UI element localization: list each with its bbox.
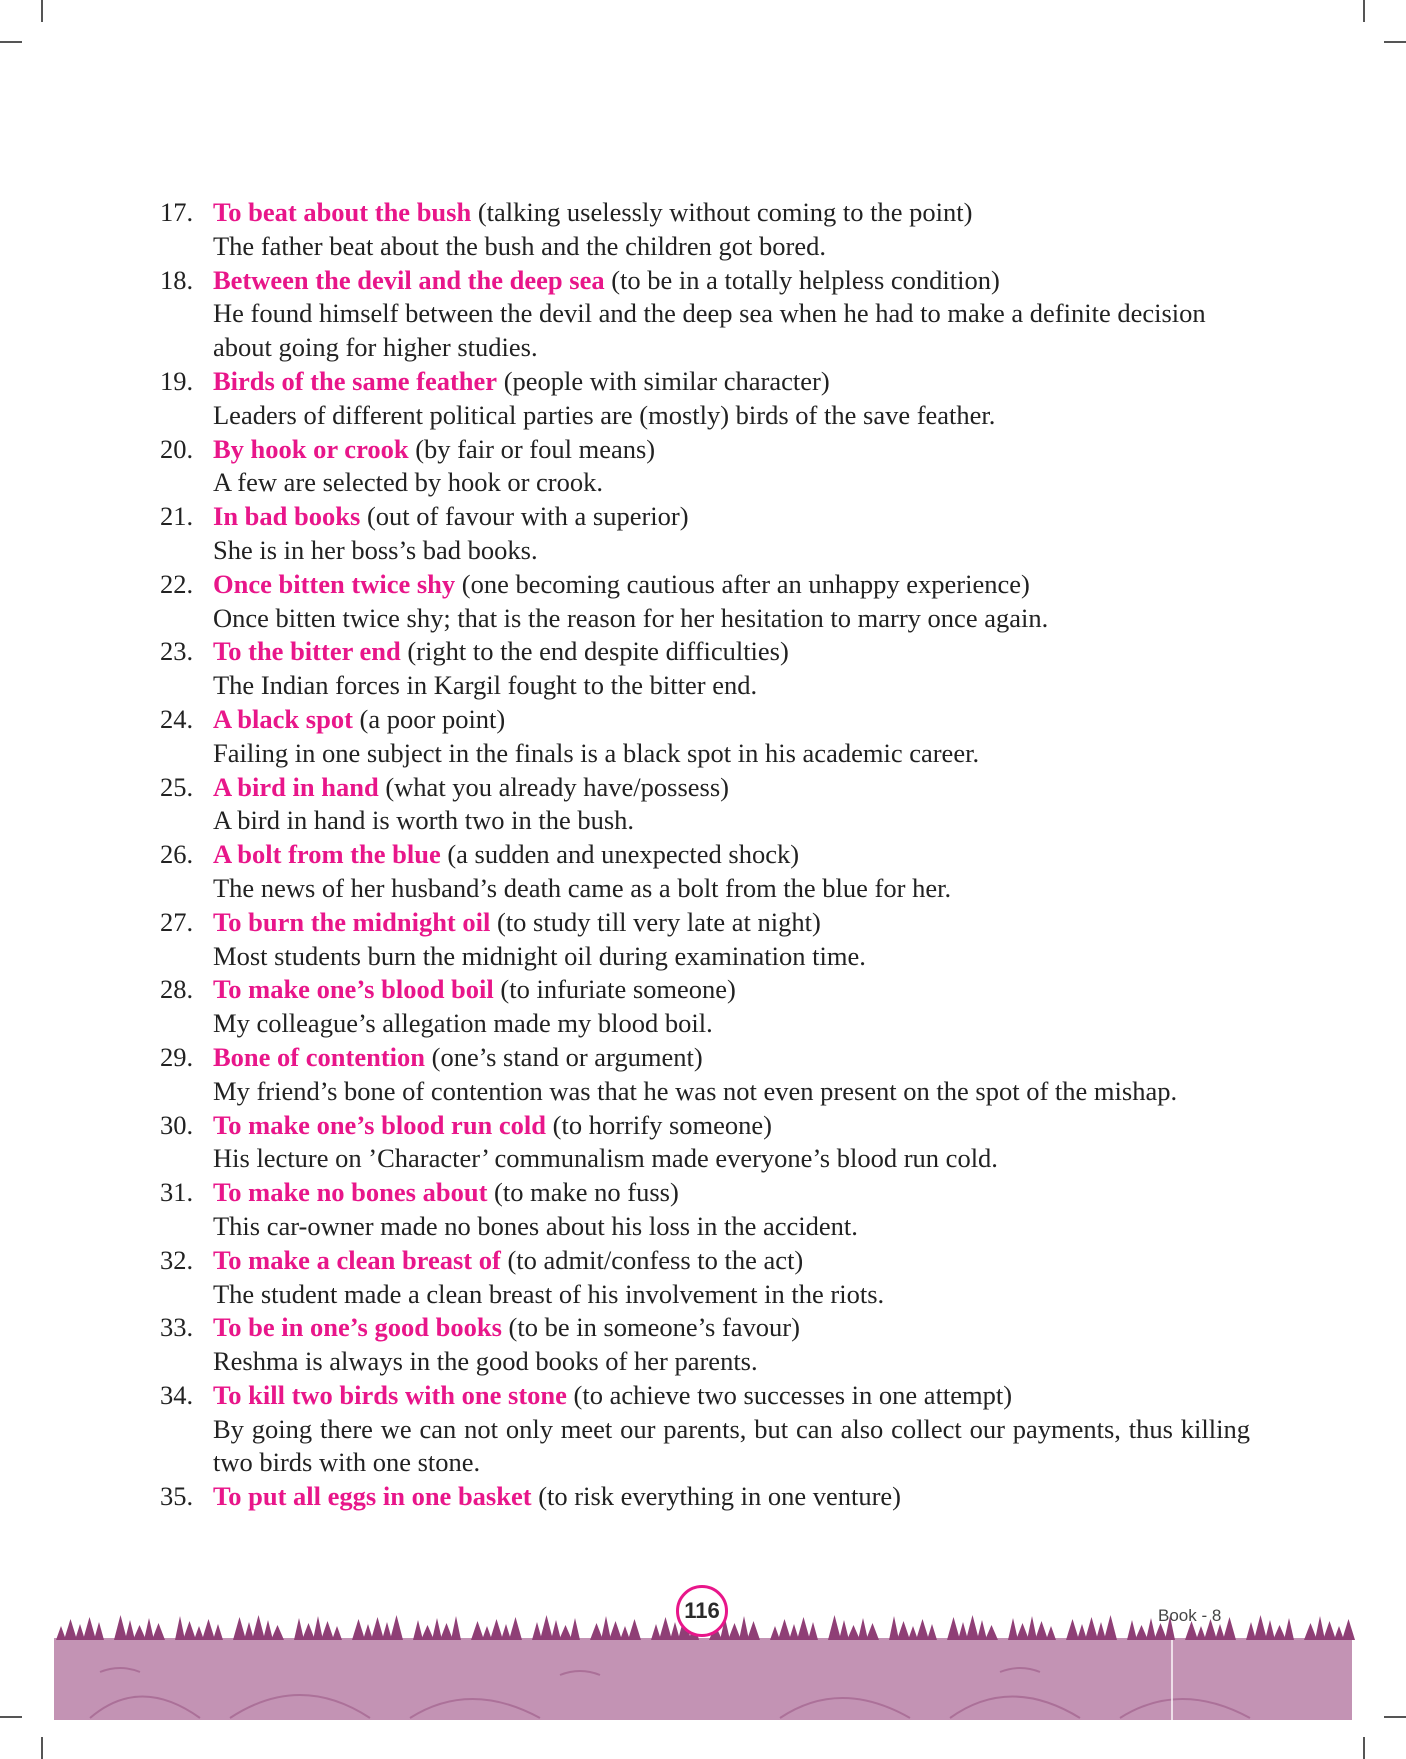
idiom-item (160, 635, 1250, 703)
tree-icon (728, 1623, 741, 1640)
idiom-number: 21. (160, 501, 194, 532)
tree-icon (609, 1621, 622, 1640)
idiom-example: The father beat about the bush and the children got bored. (213, 230, 826, 261)
tree-icon (1146, 1618, 1156, 1640)
idiom-example: She is in her boss’s bad books. (213, 534, 538, 565)
idiom-phrase: Bone of contention (213, 1041, 425, 1072)
idiom-meaning: (to achieve two successes in one attempt) (566, 1379, 1013, 1410)
idiom-item (160, 1480, 1250, 1514)
tree-icon (1215, 1624, 1225, 1640)
tree-icon (778, 1619, 791, 1640)
tree-icon (985, 1625, 998, 1640)
crop-mark (1384, 41, 1406, 43)
tree-icon (1273, 1625, 1286, 1640)
tree-icon (1066, 1619, 1079, 1640)
crop-mark (0, 41, 22, 43)
idiom-example: My colleague’s allegation made my blood boil. (213, 1008, 713, 1039)
tree-icon (1304, 1623, 1317, 1640)
idiom-number: 24. (160, 703, 194, 734)
idiom-example: A bird in hand is worth two in the bush. (213, 805, 635, 836)
tree-icon (509, 1617, 522, 1640)
tree-icon (64, 1619, 77, 1640)
idiom-example: His lecture on ’Character’ communalism made everyone’s blood run cold. (213, 1143, 998, 1174)
idiom-item (160, 838, 1250, 906)
tree-icon (432, 1618, 442, 1640)
tree-icon (352, 1619, 365, 1640)
tree-icon (847, 1625, 860, 1640)
idiom-example: Once bitten twice shy; that is the reason for her hesitation to marry once again. (213, 602, 1049, 633)
tree-icon (947, 1617, 960, 1640)
tree-icon (490, 1619, 503, 1640)
tree-icon (559, 1625, 572, 1640)
tree-icon (1323, 1621, 1336, 1640)
tree-icon (194, 1626, 204, 1640)
idiom-example: The news of her husband’s death came as a bolt from the blue for her. (213, 872, 952, 903)
idiom-number: 22. (160, 568, 194, 599)
tree-icon (83, 1617, 96, 1640)
tree-icon (390, 1615, 403, 1640)
tree-icon (202, 1619, 215, 1640)
idiom-example: Reshma is always in the good books of her parents. (213, 1346, 758, 1377)
tree-icon (1016, 1623, 1029, 1640)
idiom-meaning: (a sudden and unexpected shock) (440, 839, 800, 870)
idiom-meaning: (to be in a totally helpless condition) (604, 264, 1000, 295)
crop-mark (41, 0, 43, 22)
tree-icon (263, 1620, 273, 1640)
tree-icon (590, 1623, 603, 1640)
tree-icon (421, 1625, 434, 1640)
tree-icon (152, 1623, 165, 1640)
tree-icon (302, 1623, 315, 1640)
idiom-meaning: (to study till very late at night) (490, 906, 821, 937)
tree-icon (271, 1625, 284, 1640)
tree-icon (1135, 1625, 1148, 1640)
idiom-phrase: To make one’s blood boil (213, 974, 494, 1005)
tree-icon (144, 1618, 154, 1640)
idiom-example: A few are selected by hook or crook. (213, 467, 603, 498)
tree-icon (916, 1619, 929, 1640)
idiom-phrase: Birds of the same feather (213, 365, 498, 396)
tree-icon (651, 1624, 661, 1640)
tree-icon (532, 1622, 542, 1640)
idiom-example: This car-owner made no bones about his loss in the accident. (213, 1210, 858, 1241)
tree-icon (858, 1618, 868, 1640)
idiom-meaning: (people with similar character) (497, 365, 830, 396)
idiom-phrase: To kill two birds with one stone (213, 1379, 567, 1410)
idiom-meaning: (what you already have/possess) (378, 771, 730, 802)
idiom-list (160, 196, 1250, 1514)
idiom-phrase: Once bitten twice shy (213, 568, 456, 599)
idiom-meaning: (to admit/confess to the act) (500, 1244, 804, 1275)
tree-icon (94, 1622, 104, 1640)
tree-icon (183, 1621, 196, 1640)
tree-icon (1254, 1615, 1267, 1640)
idiom-phrase: To make a clean breast of (213, 1244, 501, 1275)
tree-icon (1035, 1621, 1048, 1640)
idiom-phrase: Between the devil and the deep sea (213, 264, 605, 295)
tree-icon (213, 1624, 223, 1640)
tree-icon (1342, 1619, 1355, 1640)
idiom-item (160, 264, 1250, 365)
idiom-example: The Indian forces in Kargil fought to the bitter end. (213, 670, 758, 701)
idiom-example: By going there we can not only meet our parents, but can also collect our payments, thus killing two birds with one stone. (213, 1413, 1250, 1478)
tree-icon (1027, 1616, 1037, 1640)
idiom-item (160, 703, 1250, 771)
tree-icon (125, 1620, 135, 1640)
idiom-number: 18. (160, 264, 194, 295)
idiom-meaning: (to infuriate someone) (493, 974, 736, 1005)
tree-icon (501, 1624, 511, 1640)
idiom-meaning: (right to the end despite difficulties) (400, 636, 789, 667)
tree-icon (321, 1621, 334, 1640)
idiom-phrase: To beat about the bush (213, 197, 472, 227)
tree-icon (1196, 1626, 1206, 1640)
tree-icon (808, 1622, 818, 1640)
idiom-number: 28. (160, 974, 194, 1005)
idiom-item (160, 1041, 1250, 1109)
idiom-number: 33. (160, 1312, 194, 1343)
tree-icon (1096, 1622, 1106, 1640)
tree-icon (451, 1616, 461, 1640)
tree-icon (570, 1618, 580, 1640)
idiom-number: 19. (160, 365, 194, 396)
tree-icon (551, 1620, 561, 1640)
tree-icon (601, 1616, 611, 1640)
tree-icon (1046, 1626, 1056, 1640)
idiom-item (160, 906, 1250, 974)
idiom-phrase: A black spot (213, 703, 353, 734)
tree-icon (797, 1617, 810, 1640)
idiom-number: 27. (160, 906, 194, 937)
tree-icon (540, 1615, 553, 1640)
tree-icon (1104, 1615, 1117, 1640)
idiom-number: 29. (160, 1041, 194, 1072)
idiom-item (160, 1176, 1250, 1244)
tree-icon (233, 1617, 246, 1640)
tree-icon (1008, 1618, 1018, 1640)
tree-icon (747, 1621, 760, 1640)
tree-icon (897, 1621, 910, 1640)
page-number-badge (676, 1585, 728, 1637)
tree-icon (133, 1625, 146, 1640)
idiom-meaning: (talking uselessly without coming to the point) (471, 197, 973, 227)
idiom-meaning: (to be in someone’s favour) (501, 1312, 800, 1343)
tree-icon (789, 1624, 799, 1640)
idiom-number: 32. (160, 1244, 194, 1275)
tree-icon (908, 1626, 918, 1640)
idiom-item (160, 1311, 1250, 1379)
idiom-meaning: (out of favour with a superior) (360, 501, 689, 532)
tree-icon (382, 1622, 392, 1640)
idiom-meaning: (by fair or foul means) (408, 433, 656, 464)
idiom-example: My friend’s bone of contention was that he was not even present on the spot of the mishap. (213, 1075, 1178, 1106)
idiom-item (160, 973, 1250, 1041)
idiom-example: He found himself between the devil and the deep sea when he had to make a definite decision about going for higher studies. (213, 298, 1206, 363)
idiom-item (160, 365, 1250, 433)
idiom-item (160, 771, 1250, 839)
tree-icon (927, 1624, 937, 1640)
tree-icon (628, 1619, 641, 1640)
idiom-item (160, 1379, 1250, 1480)
idiom-phrase: To make no bones about (213, 1177, 488, 1208)
tree-icon (977, 1620, 987, 1640)
tree-icon (371, 1617, 384, 1640)
idiom-meaning: (to risk everything in one venture) (531, 1481, 901, 1512)
idiom-example: Leaders of different political parties are (mostly) birds of the save feather. (213, 399, 996, 430)
tree-icon (363, 1624, 373, 1640)
idiom-number: 25. (160, 771, 194, 802)
book-label: Book - 8 (1158, 1606, 1222, 1625)
tree-icon (620, 1626, 630, 1640)
idiom-phrase: To burn the midnight oil (213, 906, 491, 937)
tree-icon (1315, 1616, 1325, 1640)
tree-icon (866, 1623, 879, 1640)
idiom-meaning: (one becoming cautious after an unhappy experience) (455, 568, 1030, 599)
tree-icon (966, 1615, 979, 1640)
tree-icon (839, 1620, 849, 1640)
idiom-phrase: A bird in hand (213, 771, 379, 802)
tree-icon (1127, 1620, 1137, 1640)
idiom-number: 30. (160, 1109, 194, 1140)
idiom-phrase: By hook or crook (213, 433, 409, 464)
tree-icon (889, 1616, 899, 1640)
tree-icon (440, 1623, 453, 1640)
tree-icon (471, 1621, 484, 1640)
idiom-item (160, 1109, 1250, 1177)
tree-icon (1265, 1620, 1275, 1640)
idiom-number: 17. (160, 197, 194, 227)
tree-icon (413, 1620, 423, 1640)
page-number: 116 (684, 1598, 720, 1623)
idiom-number: 26. (160, 839, 194, 870)
tree-icon (75, 1624, 85, 1640)
idiom-phrase: In bad books (213, 501, 361, 532)
tree-icon (244, 1622, 254, 1640)
idiom-number: 35. (160, 1481, 194, 1512)
tree-icon (332, 1626, 342, 1640)
idiom-number: 31. (160, 1177, 194, 1208)
tree-icon (739, 1616, 749, 1640)
idiom-phrase: To put all eggs in one basket (213, 1481, 532, 1512)
idiom-item (160, 500, 1250, 568)
idiom-meaning: (to horrify someone) (546, 1109, 772, 1140)
idiom-item (160, 196, 1250, 264)
tree-icon (958, 1622, 968, 1640)
tree-icon (1284, 1618, 1294, 1640)
tree-icon (175, 1616, 185, 1640)
idiom-phrase: A bolt from the blue (213, 839, 441, 870)
tree-icon (252, 1615, 265, 1640)
idiom-phrase: To be in one’s good books (213, 1312, 502, 1343)
idiom-phrase: To make one’s blood run cold (213, 1109, 547, 1140)
idiom-meaning: (a poor point) (352, 703, 506, 734)
tree-icon (1085, 1617, 1098, 1640)
idiom-number: 34. (160, 1379, 194, 1410)
idiom-meaning: (one’s stand or argument) (425, 1041, 703, 1072)
tree-icon (1223, 1617, 1236, 1640)
tree-icon (1246, 1622, 1256, 1640)
tree-icon (313, 1616, 323, 1640)
idiom-number: 20. (160, 433, 194, 464)
idiom-example: Failing in one subject in the finals is a black spot in his academic career. (213, 737, 980, 768)
idiom-meaning: (to make no fuss) (487, 1177, 679, 1208)
idiom-example: Most students burn the midnight oil during examination time. (213, 940, 866, 971)
idiom-phrase: To the bitter end (213, 636, 401, 667)
tree-icon (482, 1626, 492, 1640)
tree-icon (770, 1626, 780, 1640)
idiom-item (160, 1244, 1250, 1312)
tree-icon (1077, 1624, 1087, 1640)
tree-icon (294, 1618, 304, 1640)
tree-icon (670, 1622, 680, 1640)
tree-icon (1334, 1626, 1344, 1640)
idiom-example: The student made a clean breast of his involvement in the riots. (213, 1278, 885, 1309)
idiom-item (160, 568, 1250, 636)
tree-icon (828, 1615, 841, 1640)
idiom-number: 23. (160, 636, 194, 667)
tree-icon (659, 1617, 672, 1640)
tree-icon (56, 1626, 66, 1640)
idiom-item (160, 433, 1250, 501)
tree-icon (114, 1615, 127, 1640)
crop-mark (1363, 0, 1365, 22)
